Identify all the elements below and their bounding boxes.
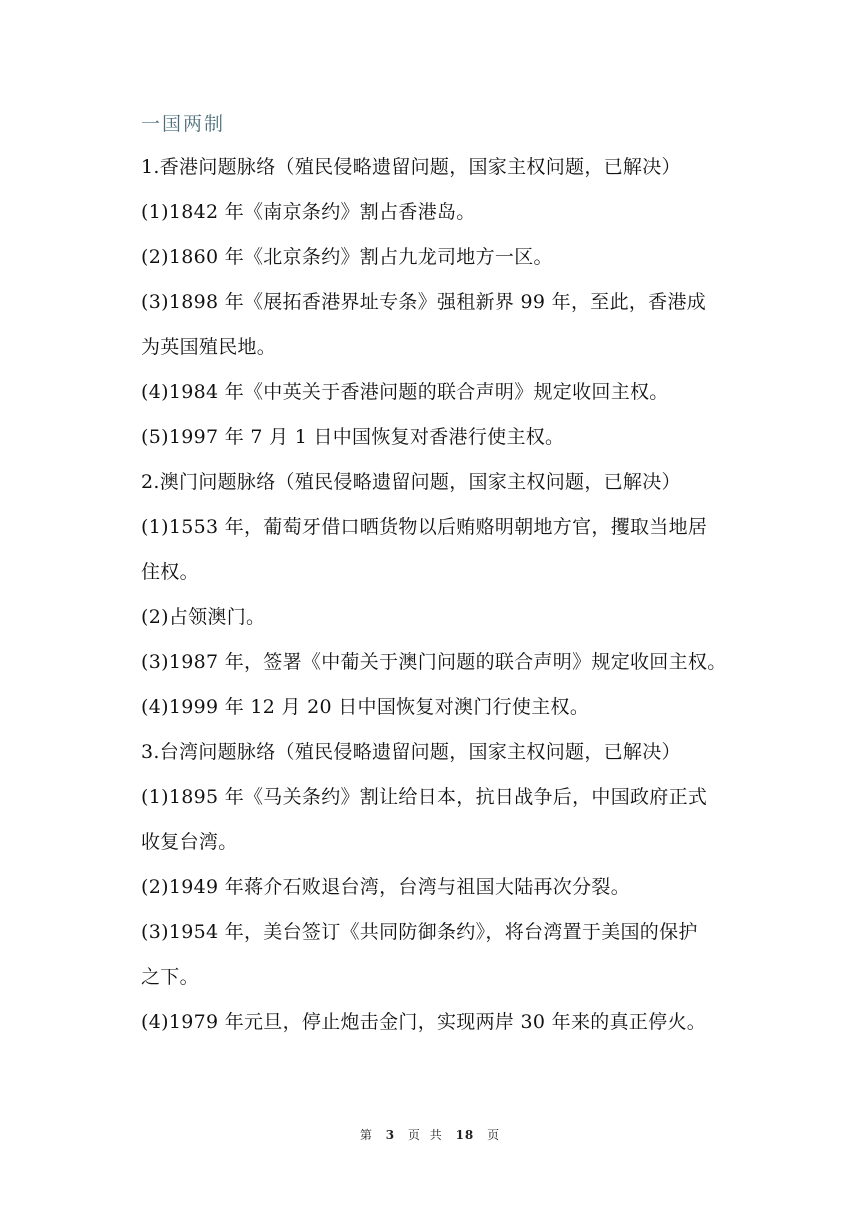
footer-page-number: 3 (385, 1128, 396, 1142)
macau-item-1-line2: 住权。 (141, 561, 199, 583)
footer-total-word: 共 (429, 1128, 443, 1142)
taiwan-item-1-line2: 收复台湾。 (141, 831, 238, 853)
macau-item-3: (3)1987 年，签署《中葡关于澳门问题的联合声明》规定收回主权。 (141, 651, 727, 673)
taiwan-item-2: (2)1949 年蒋介石败退台湾，台湾与祖国大陆再次分裂。 (141, 876, 631, 898)
footer-total-pages: 18 (455, 1128, 475, 1142)
hongkong-item-2: (2)1860 年《北京条约》割占九龙司地方一区。 (141, 246, 553, 268)
hongkong-item-1: (1)1842 年《南京条约》割占香港岛。 (141, 201, 476, 223)
hongkong-item-4: (4)1984 年《中英关于香港问题的联合声明》规定收回主权。 (141, 381, 669, 403)
footer-page-word: 页 (407, 1128, 421, 1142)
document-body (141, 110, 731, 1053)
taiwan-item-1-line1: (1)1895 年《马关条约》割让给日本，抗日战争后，中国政府正式 (141, 786, 708, 808)
hongkong-topic-title: 1.香港问题脉络（殖民侵略遗留问题，国家主权问题，已解决） (141, 156, 681, 178)
macau-item-2: (2)占领澳门。 (141, 606, 266, 628)
hongkong-item-3-line1: (3)1898 年《展拓香港界址专条》强租新界 99 年，至此，香港成 (141, 291, 707, 313)
hongkong-item-5: (5)1997 年 7 月 1 日中国恢复对香港行使主权。 (141, 426, 565, 448)
footer-prefix: 第 (359, 1128, 373, 1142)
taiwan-item-4: (4)1979 年元旦，停止炮击金门，实现两岸 30 年来的真正停火。 (141, 1011, 707, 1033)
macau-topic-title: 2.澳门问题脉络（殖民侵略遗留问题，国家主权问题，已解决） (141, 471, 681, 493)
taiwan-item-3-line1: (3)1954 年，美台签订《共同防御条约》，将台湾置于美国的保护 (141, 921, 698, 943)
footer-suffix: 页 (487, 1128, 501, 1142)
section-heading: 一国两制 (141, 113, 226, 135)
page-footer (0, 1126, 860, 1143)
macau-item-1-line1: (1)1553 年，葡萄牙借口晒货物以后贿赂明朝地方官，攫取当地居 (141, 516, 708, 538)
taiwan-item-3-line2: 之下。 (141, 966, 199, 988)
hongkong-item-3-line2: 为英国殖民地。 (141, 336, 277, 358)
macau-item-4: (4)1999 年 12 月 20 日中国恢复对澳门行使主权。 (141, 696, 590, 718)
taiwan-topic-title: 3.台湾问题脉络（殖民侵略遗留问题，国家主权问题，已解决） (141, 741, 681, 763)
